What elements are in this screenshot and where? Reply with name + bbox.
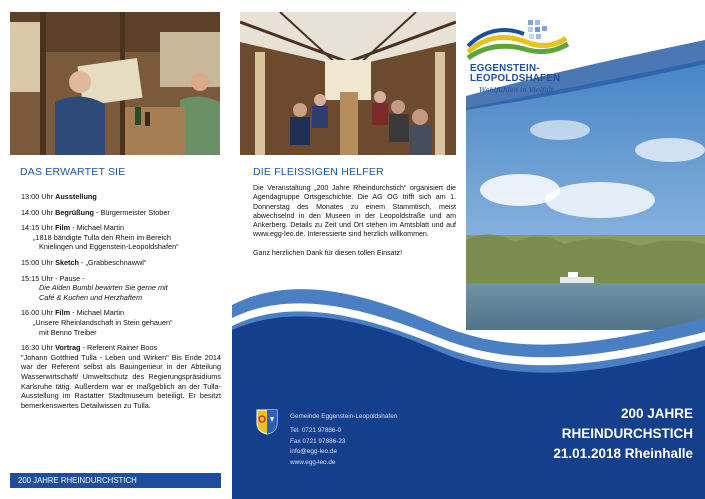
program-detail: Die Alden Bumbl bewirten Sie gerne mit — [39, 283, 168, 293]
event-title — [553, 404, 693, 464]
brand-name — [470, 64, 560, 84]
program-detail: Café & Kuchen und Herzhaftem — [39, 292, 143, 302]
program-time: 16.00 Uhr — [21, 308, 54, 318]
brand-line: LEOPOLDSHAFEN — [470, 73, 561, 84]
program-time: 13:00 Uhr — [21, 192, 54, 201]
program-title: Sketch — [55, 257, 80, 267]
helpers-paragraph: Die Veranstaltung „200 Jahre Rheindurchstich“ organisiert die Agendagruppe Ortsgeschichte. Die AG OG trifft sich am 1. Donnerstag des Monates zu einem Stammtisch, meist abwechselnd in den Museen in der Leopoldstraße und am Ankerberg. Details zu Zeit und Ort stehen im Amtsblatt und auf www.egg-leo.de. Interessierte sind herzlich willkommen. — [253, 184, 456, 239]
contact-website[interactable]: www.egg-leo.de — [290, 458, 336, 466]
section-heading-helpers: DIE FLEISSIGEN HELFER — [253, 166, 384, 178]
program-desc: - Pause - — [55, 273, 85, 283]
contact-phone: Tel. 0721 97886-0 — [290, 427, 342, 435]
thanks-paragraph: Ganz herzlichen Dank für diesen tollen Einsatz! — [253, 248, 403, 257]
footer-banner: 200 JAHRE RHEINDURCHSTICH — [10, 473, 221, 488]
program-title: Begrüßung — [55, 207, 94, 217]
program-detail: „Unsere Rheinlandschaft in Stein gehauen“ — [33, 317, 173, 327]
contact-org: Gemeinde Eggenstein-Leopoldshafen — [290, 413, 398, 420]
program-time: 14:00 Uhr — [21, 207, 54, 217]
contact-fax: Fax 0721 97886-23 — [290, 437, 346, 445]
program-detail: „1818 bändigte Tulla den Rhein im Bereich — [33, 232, 171, 242]
coat-of-arms-icon — [256, 409, 278, 435]
program-title: Film — [55, 223, 71, 233]
program-desc: - „Grabbeschnawwl“ — [79, 257, 147, 267]
title-line: 21.01.2018 Rheinhalle — [553, 446, 693, 461]
talk-description: "Johann Gottfried Tulla - Leben und Wirken" Bis Ende 2014 war der Referent selbst als Bauingenieur in der Abteilung Wasserwirtschaft/ Umweltschutz des Regierungspräsidiums Karlsruhe tätig. Außerdem war er maßgeblich an der Tulla-Ausstellung im Rastatter Stadtmuseum beteiligt. Er besitzt bemerkenswertes Detailwissen zu Tulla. — [21, 352, 221, 410]
contact-block — [290, 412, 397, 468]
program-title: Vortrag — [55, 343, 81, 353]
section-heading-program: DAS ERWARTET SIE — [20, 166, 126, 178]
brand-slogan: Wohlfühlen in Vielfalt — [479, 86, 554, 94]
program-time: 15:15 Uhr — [21, 273, 54, 283]
program-desc: - Referent Rainer Boos — [80, 343, 158, 353]
brand-line: EGGENSTEIN- — [470, 63, 540, 74]
title-line: RHEINDURCHSTICH — [561, 426, 693, 441]
title-line: 200 JAHRE — [620, 406, 693, 421]
program-time: 15:00 Uhr — [21, 257, 54, 267]
municipality-logo — [466, 16, 576, 60]
program-desc: - Bürgermeister Stober — [94, 207, 170, 217]
program-time: 14:15 Uhr — [21, 223, 54, 233]
program-detail: Knielingen und Eggenstein-Leopoldshafen“ — [39, 242, 179, 252]
program-desc: - Michael Martin — [70, 223, 125, 233]
program-title: Film — [55, 308, 71, 318]
program-desc: - Michael Martin — [70, 308, 125, 318]
contact-email[interactable]: info@egg-leo.de — [290, 448, 337, 456]
program-title: Ausstellung — [55, 192, 97, 201]
program-detail: mit Benno Treiber — [39, 327, 97, 337]
program-time: 16:30 Uhr — [21, 343, 54, 353]
